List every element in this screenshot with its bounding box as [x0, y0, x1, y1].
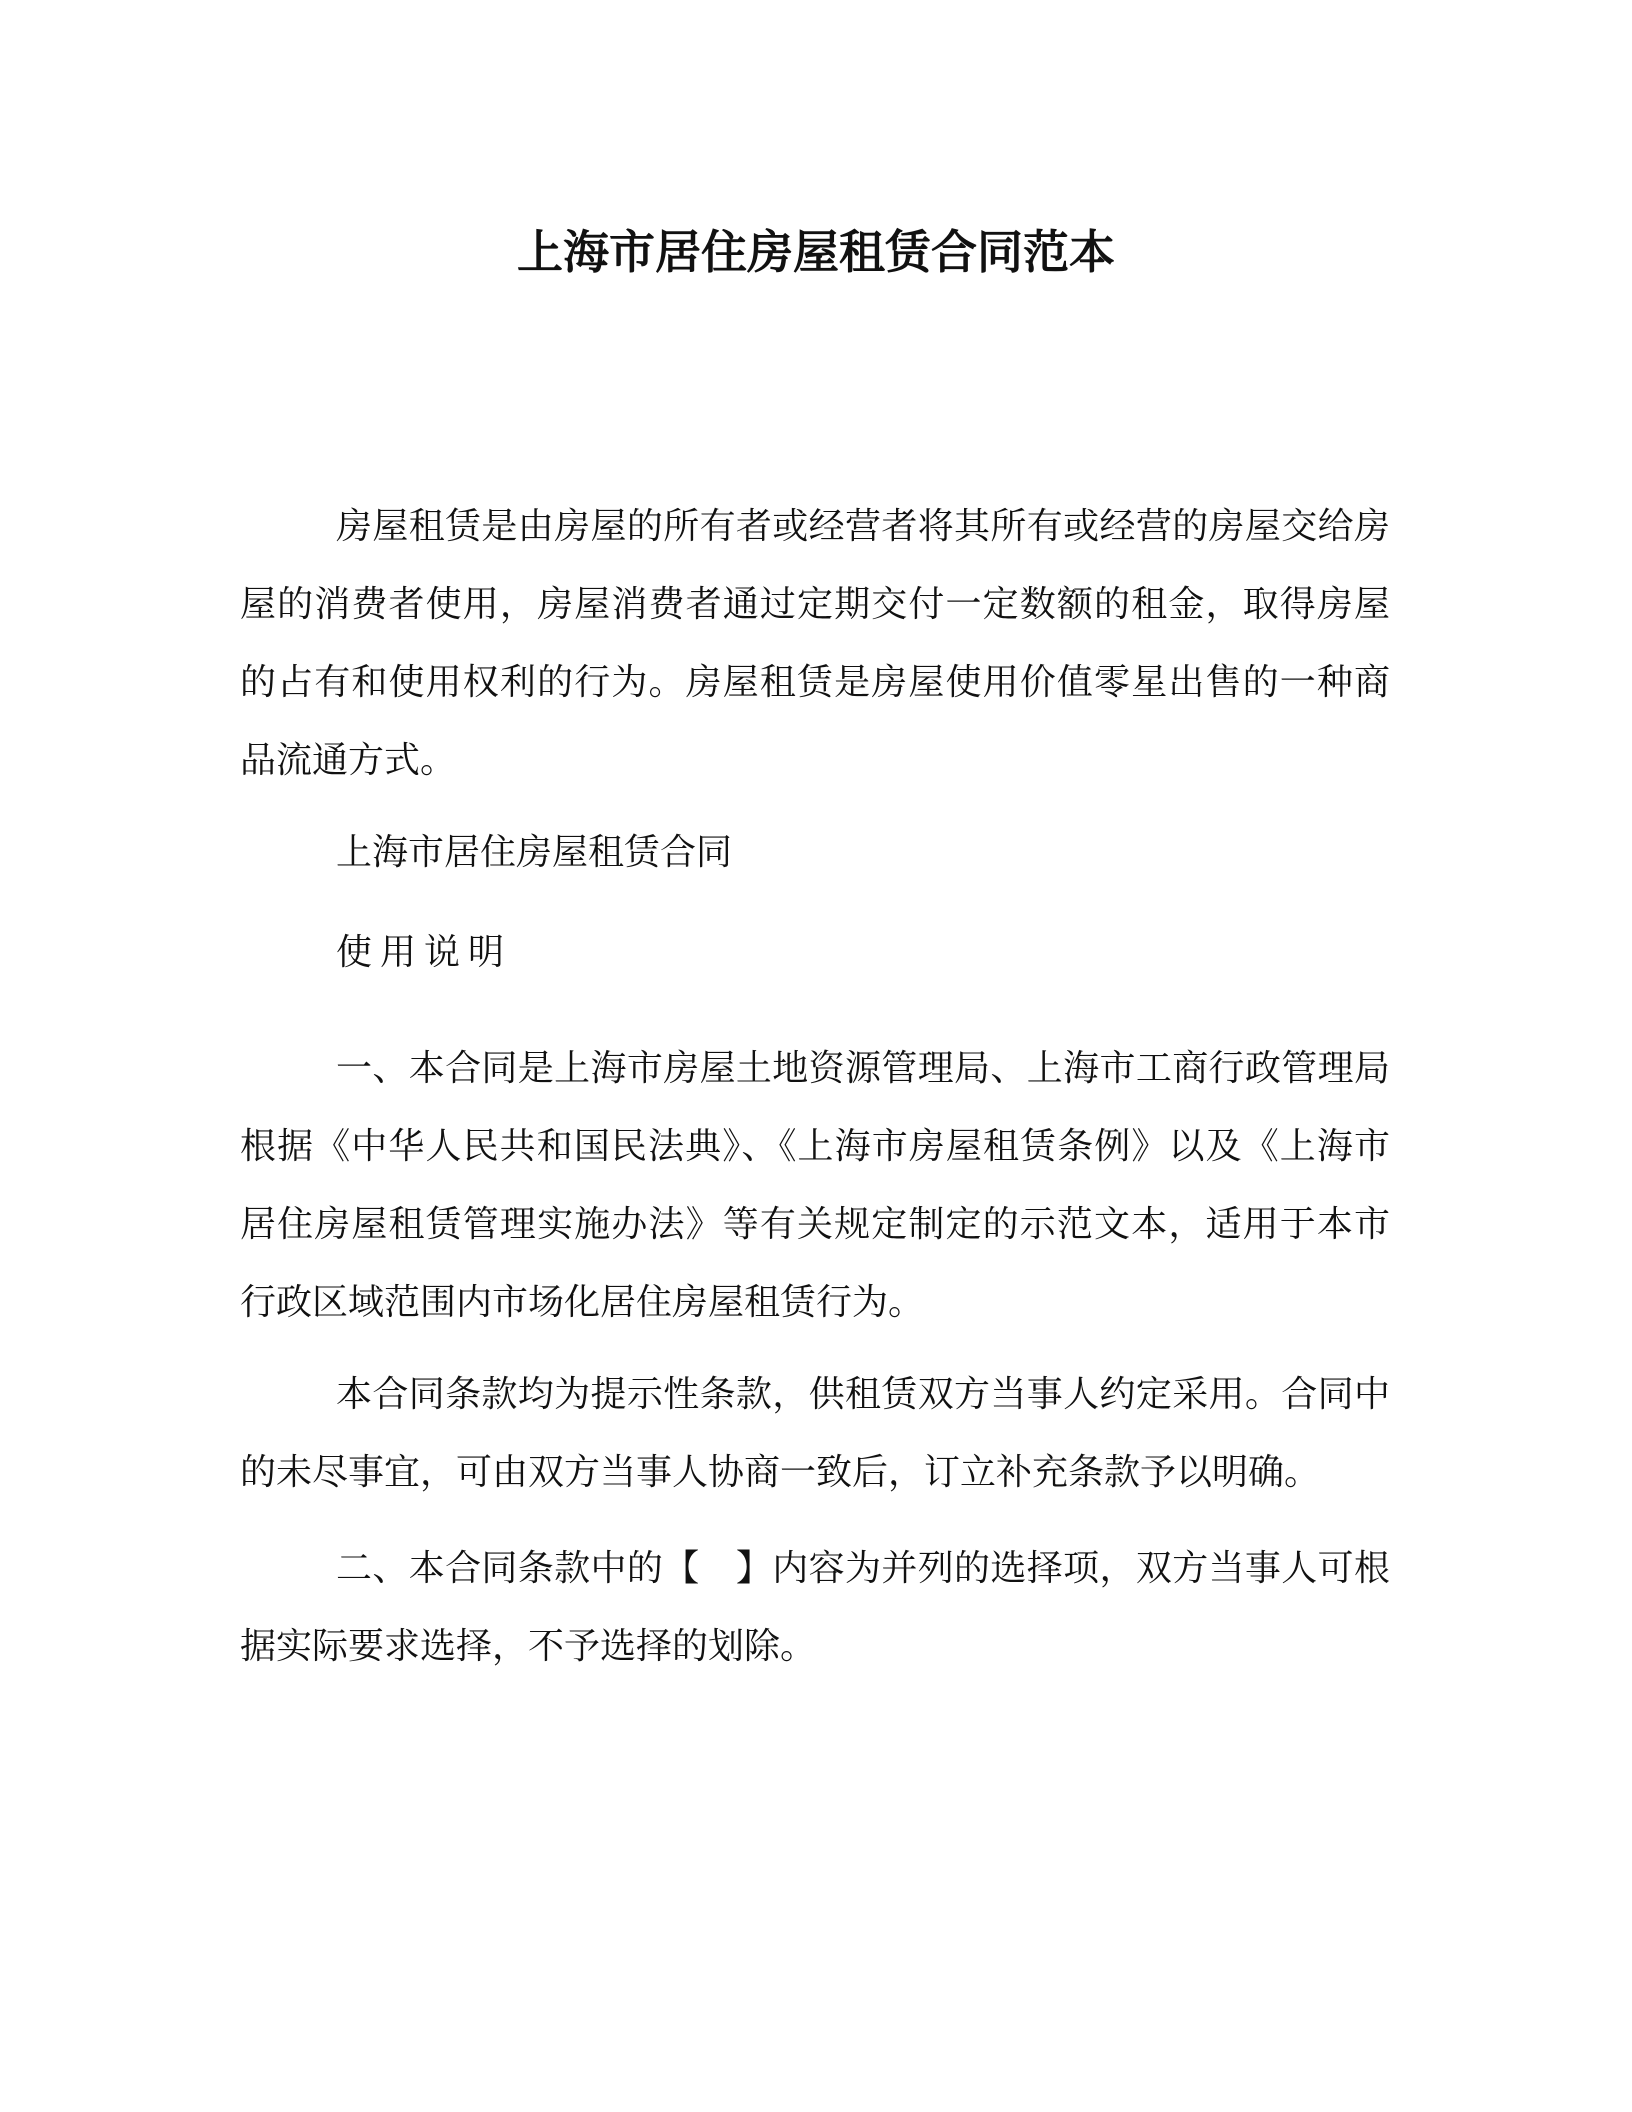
instructions-heading: 使用说明	[336, 932, 513, 973]
intro-paragraph: 房屋租赁是由房屋的所有者或经营者将其所有或经营的房屋交给房屋的消费者使用，房屋消费者通过定期交付一定数额的租金，取得房屋的占有和使用权利的行为。房屋租赁是房屋使用价值零星出售的一种商品流通方式。	[240, 506, 1390, 781]
clause-1-block	[240, 1030, 1390, 1342]
instructions-heading-block	[240, 914, 1390, 992]
document-title: 上海市居住房屋租赁合同范本	[517, 225, 1115, 279]
clause-2-block	[240, 1530, 1390, 1686]
clause-1-paragraph: 一、本合同是上海市房屋土地资源管理局、上海市工商行政管理局根据《中华人民共和国民法典》、《上海市房屋租赁条例》以及《上海市居住房屋租赁管理实施办法》等有关规定制定的示范文本，适用于本市行政区域范围内市场化居住房屋租赁行为。	[240, 1048, 1390, 1323]
clause-2-paragraph: 二、本合同条款中的【 】内容为并列的选择项，双方当事人可根据实际要求选择，不予选择的划除。	[240, 1548, 1390, 1667]
clause-1-note-paragraph: 本合同条款均为提示性条款，供租赁双方当事人约定采用。合同中的未尽事宜，可由双方当事人协商一致后，订立补充条款予以明确。	[240, 1374, 1390, 1493]
contract-name: 上海市居住房屋租赁合同	[336, 832, 733, 873]
intro-block	[240, 488, 1390, 800]
contract-name-block	[240, 814, 1390, 892]
clause-1-note-block	[240, 1356, 1390, 1512]
